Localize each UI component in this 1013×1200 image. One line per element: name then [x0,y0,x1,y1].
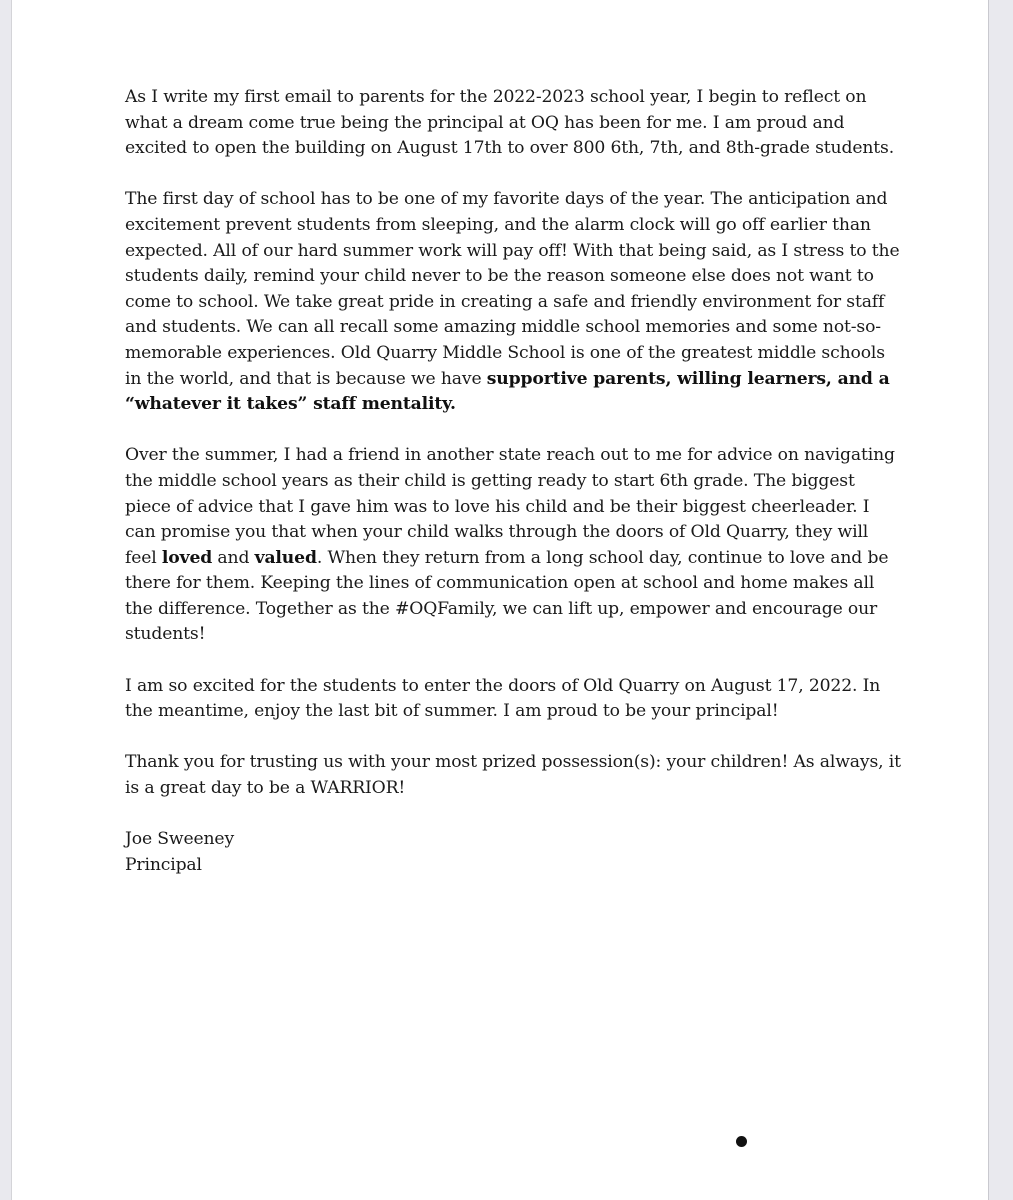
paragraph-advice-text-b: and [212,547,255,568]
paragraph-thank-you-text: Thank you for trusting us with your most prized possession(s): your children! As always, it is a great day to be a WARRIOR! [125,752,901,799]
signature-title: Principal [125,854,202,875]
emphasis-valued: valued [254,547,317,568]
paragraph-intro-text: As I write my first email to parents for the 2022-2023 school year, I begin to reflect on what a dream come true being the principal at OQ has been for me. I am proud and excited to open the building on August 17th to over 800 6th, 7th, and 8th-grade students. [125,87,895,159]
signature-name: Joe Sweeney [125,829,235,850]
bullet-dot [736,1136,747,1147]
paragraph-first-day-text: The first day of school has to be one of my favorite days of the year. The anticipation and excitement prevent students from sleeping, and the alarm clock will go off earlier than expected. All of our hard summer work will pay off! With that being said, as I stress to the students daily, remind your child never to be the reason someone else does not want to come to school. We take great pride in creating a safe and friendly environment for staff and students. We can all recall some amazing middle school memories and some not-so-memorable experiences. Old Quarry Middle School is one of the greatest middle schools in the world, and that is because we have [125,189,900,389]
paragraph-advice [125,443,905,648]
paragraph-advice-text-c: . When they return from a long school day, continue to love and be there for them. Keeping the lines of communication open at school and home makes all the difference. Together as the #OQFamily, we can lift up, empower and encourage our students! [125,547,889,645]
paragraph-excited [125,674,905,725]
paragraph-thank-you [125,750,905,801]
paragraph-advice-text-a: Over the summer, I had a friend in another state reach out to me for advice on navigating the middle school years as their child is getting ready to start 6th grade. The biggest piece of advice that I gave him was to love his child and be their biggest cheerleader. I can promise you that when your child walks through the doors of Old Quarry, they will feel [125,445,895,568]
signature-block [125,827,905,878]
emphasis-loved: loved [161,547,213,568]
paragraph-first-day [125,187,905,417]
paragraph-intro [125,85,905,162]
letter-body [125,85,905,878]
paragraph-excited-text: I am so excited for the students to enter the doors of Old Quarry on August 17, 2022. In the meantime, enjoy the last bit of summer. I am proud to be your principal! [125,675,881,722]
document-page [11,0,989,1200]
emphasis-supportive-parents: supportive parents, willing learners, and a “whatever it takes” staff mentality. [125,368,890,415]
